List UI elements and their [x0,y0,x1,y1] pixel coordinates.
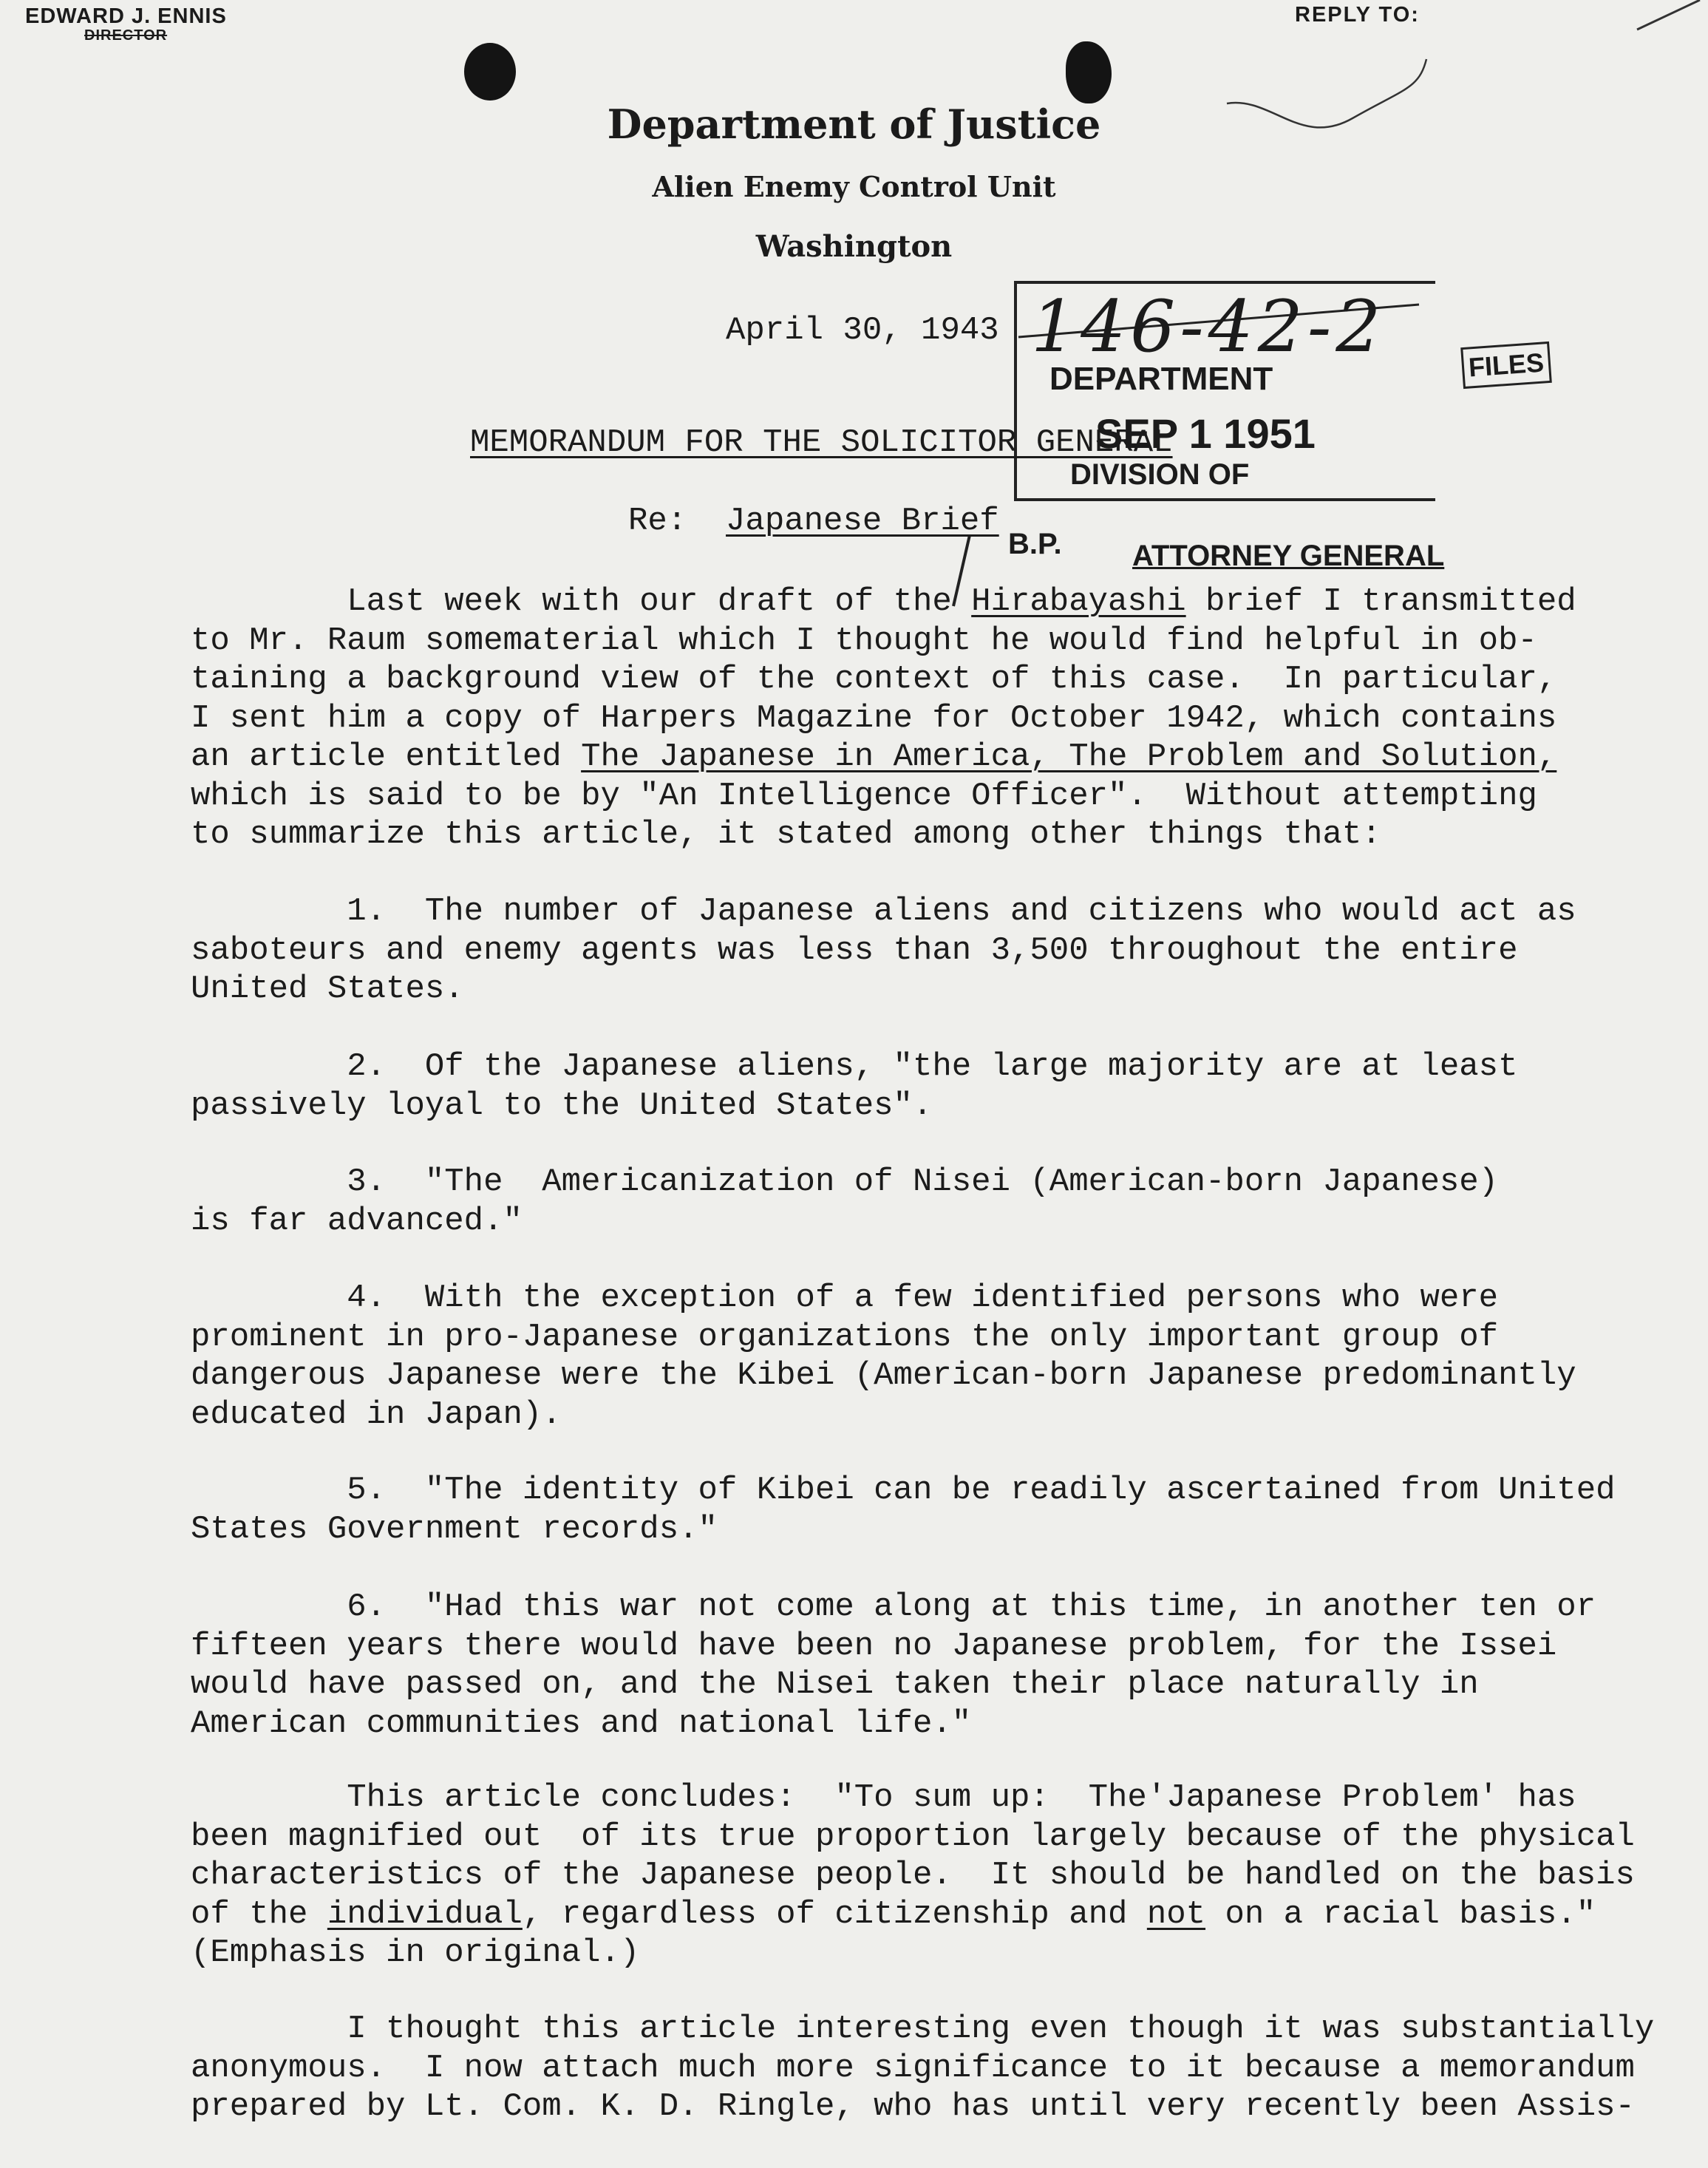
letterhead-city: Washington [755,229,953,264]
text-line: anonymous. I now attach much more significance to it because a memorandum [191,2049,1635,2087]
text-line: 3. "The Americanization of Nisei (American-born Japanese) [191,1163,1499,1200]
text-line: saboteurs and enemy agents was less than 3,500 throughout the entire [191,931,1518,969]
text-run: on a racial basis." [1205,1895,1596,1933]
director-name: EDWARD J. ENNIS [25,4,227,28]
text-line: passively loyal to the United States". [191,1087,933,1124]
text-line: would have passed on, and the Nisei taken their place naturally in [191,1666,1479,1703]
text-line: 4. With the exception of a few identified persons who were [191,1280,1499,1316]
stamp-division: DIVISION OF [1070,458,1250,491]
list-item-1 [191,892,1669,1009]
text-line: States Government records." [191,1510,718,1548]
text-line: dangerous Japanese were the Kibei (American-born Japanese predominantly [191,1357,1576,1394]
text-line: prepared by Lt. Com. K. D. Ringle, who has until very recently been Assis- [191,2088,1635,2125]
attorney-general-stamp: ATTORNEY GENERAL [1132,540,1445,572]
text-line: which is said to be by "An Intelligence Officer". Without attempting [191,777,1537,815]
text-line: educated in Japan). [191,1396,562,1433]
list-item-2 [191,1047,1669,1125]
initials-stamp: B.P. [1008,528,1062,560]
text-line: to Mr. Raum somematerial which I thought he would find helpful in ob- [191,622,1537,659]
text-run: brief I transmitted [1185,583,1576,620]
text-line: been magnified out of its true proportion largely because of the physical [191,1818,1635,1855]
text-run: an article entitled [191,738,582,775]
files-stamp: FILES [1460,341,1552,389]
not-underlined: not [1146,1895,1206,1933]
letterhead-unit: Alien Enemy Control Unit [652,170,1056,203]
paragraph-ringle [191,2010,1669,2127]
paragraph-intro [191,582,1669,854]
text-line: characteristics of the Japanese people. It should be handled on the basis [191,1857,1635,1894]
text-line [191,738,1669,777]
director-title: DIRECTOR [84,27,168,44]
text-line: This article concludes: "To sum up: The'Japanese Problem' has [191,1779,1576,1816]
text-line: I thought this article interesting even though it was substantially [191,2011,1655,2048]
memo-heading: MEMORANDUM FOR THE SOLICITOR GENERAL [470,424,1173,461]
re-label: Re: [628,503,687,540]
re-subject: Japanese Brief [726,503,999,540]
text-line: United States. [191,971,464,1007]
text-line: is far advanced." [191,1202,523,1240]
memo-re-line [628,503,999,540]
stamp-department: DEPARTMENT [1049,361,1273,397]
text-line: 1. The number of Japanese aliens and citizens who would act as [191,893,1576,930]
text-line: I sent him a copy of Harpers Magazine for October 1942, which contains [191,699,1557,737]
reply-to-label: REPLY TO: [1295,3,1420,27]
text-line: 6. "Had this war not come along at this time, in another ten or [191,1588,1596,1625]
text-line: 5. "The identity of Kibei can be readily ascertained from United [191,1472,1616,1509]
paragraph-conclusion [191,1778,1669,1973]
text-line [191,582,1669,622]
list-item-4 [191,1279,1669,1434]
text-line: fifteen years there would have been no Japanese problem, for the Issei [191,1627,1557,1665]
individual-underlined: individual [327,1895,523,1933]
stamp-date: SEP 1 1951 [1095,410,1316,457]
text-run: , regardless of citizenship and [522,1895,1147,1933]
text-line: 2. Of the Japanese aliens, "the large majority are at least [191,1048,1518,1085]
text-run: Last week with our draft of the [191,583,972,620]
list-item-6 [191,1588,1669,1743]
hole-punch-left [464,43,516,101]
text-line [191,1895,1669,1934]
scribble-corner [1637,0,1700,30]
memo-date: April 30, 1943 [726,312,999,349]
hole-punch-right [1066,41,1112,103]
list-item-3 [191,1163,1669,1240]
hirabayashi-underlined: Hirabayashi [971,583,1186,620]
article-title-underlined: The Japanese in America, The Problem and Solution, [581,738,1557,775]
text-line: to summarize this article, it stated among other things that: [191,816,1381,853]
list-item-5 [191,1471,1669,1549]
file-number-handwritten: 146-42-2 [1031,285,1386,368]
letterhead-department: Department of Justice [607,101,1101,148]
director-block [25,4,227,44]
text-line: taining a background view of the context of this case. In particular, [191,661,1557,698]
text-line: American communities and national life." [191,1705,972,1742]
text-line: prominent in pro-Japanese organizations the only important group of [191,1318,1499,1356]
text-line: (Emphasis in original.) [191,1934,640,1971]
text-run: of the [191,1895,327,1933]
